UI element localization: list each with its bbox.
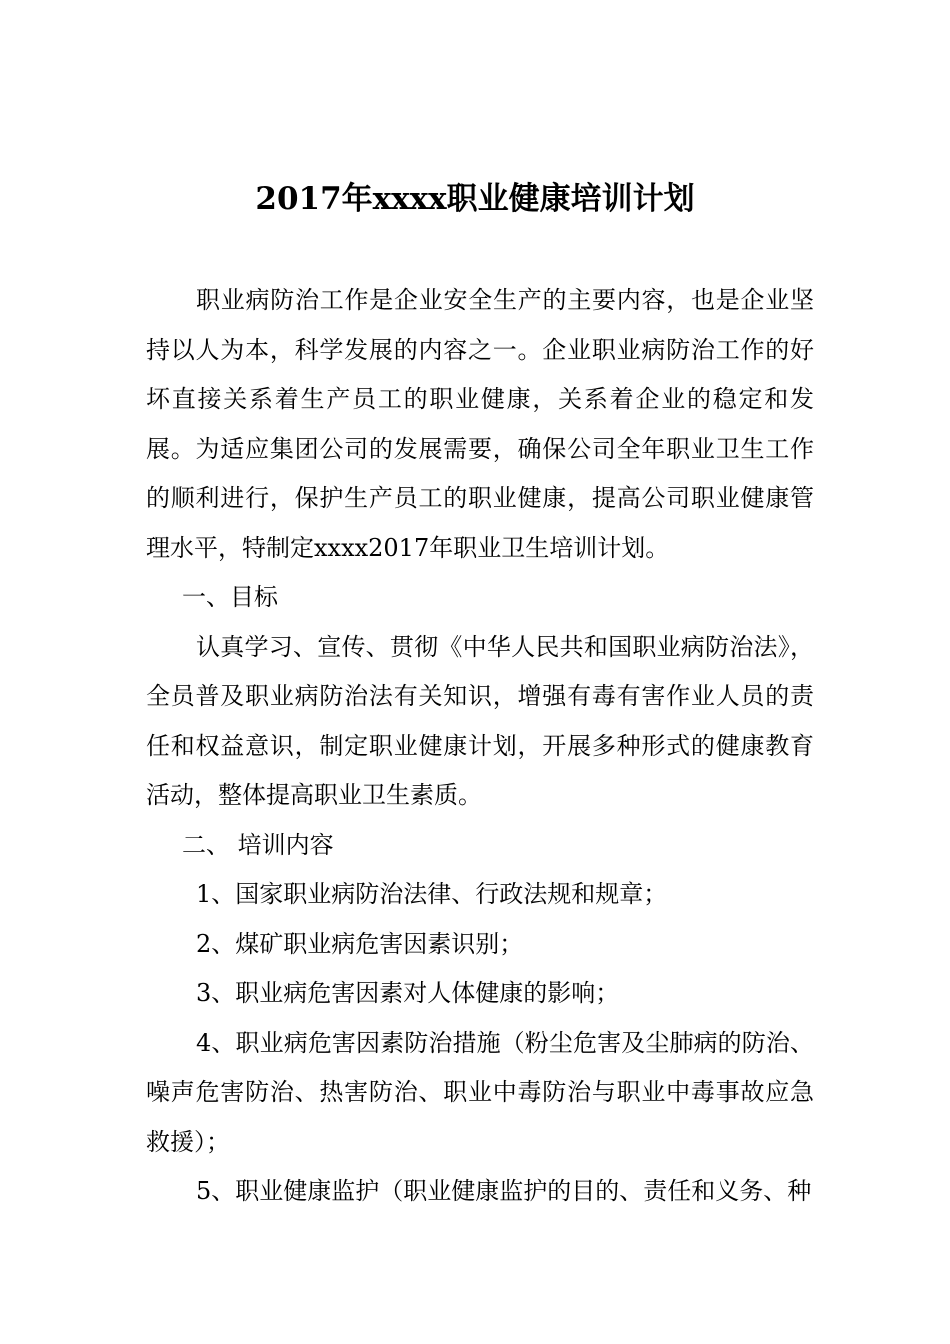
section-heading-goal: 一、目标 (182, 583, 278, 611)
list-item: 1、国家职业病防治法律、行政法规和规章； (196, 880, 668, 908)
intro-paragraph: 职业病防治工作是企业安全生产的主要内容，也是企业坚持以人为本，科学发展的内容之一。企业职业病防治工作的好坏直接关系着生产员工的职业健康，关系着企业的稳定和发展。为适应集团公司的发展需要，确保公司全年职业卫生工作的顺利进行，保护生产员工的职业健康，提高公司职业健康管理水平，特制定xxxx2017年职业卫生培训计划。 (146, 286, 814, 562)
document-title: 2017年xxxx职业健康培训计划 (255, 181, 695, 217)
list-item: 5、职业健康监护（职业健康监护的目的、责任和义务、种 (196, 1177, 812, 1205)
list-item: 3、职业病危害因素对人体健康的影响； (196, 979, 620, 1007)
document-body (146, 276, 814, 1217)
list-item: 2、煤矿职业病危害因素识别； (196, 929, 524, 958)
list-item: 4、职业病危害因素防治措施（粉尘危害及尘肺病的防治、噪声危害防治、热害防治、职业中毒防治与职业中毒事故应急救援）； (146, 1028, 814, 1156)
goal-paragraph: 认真学习、宣传、贯彻《中华人民共和国职业病防治法》，全员普及职业病防治法有关知识，增强有毒有害作业人员的责任和权益意识，制定职业健康计划，开展多种形式的健康教育活动，整体提高职业卫生素质。 (146, 632, 814, 809)
section-heading-content: 二、 培训内容 (182, 830, 334, 859)
